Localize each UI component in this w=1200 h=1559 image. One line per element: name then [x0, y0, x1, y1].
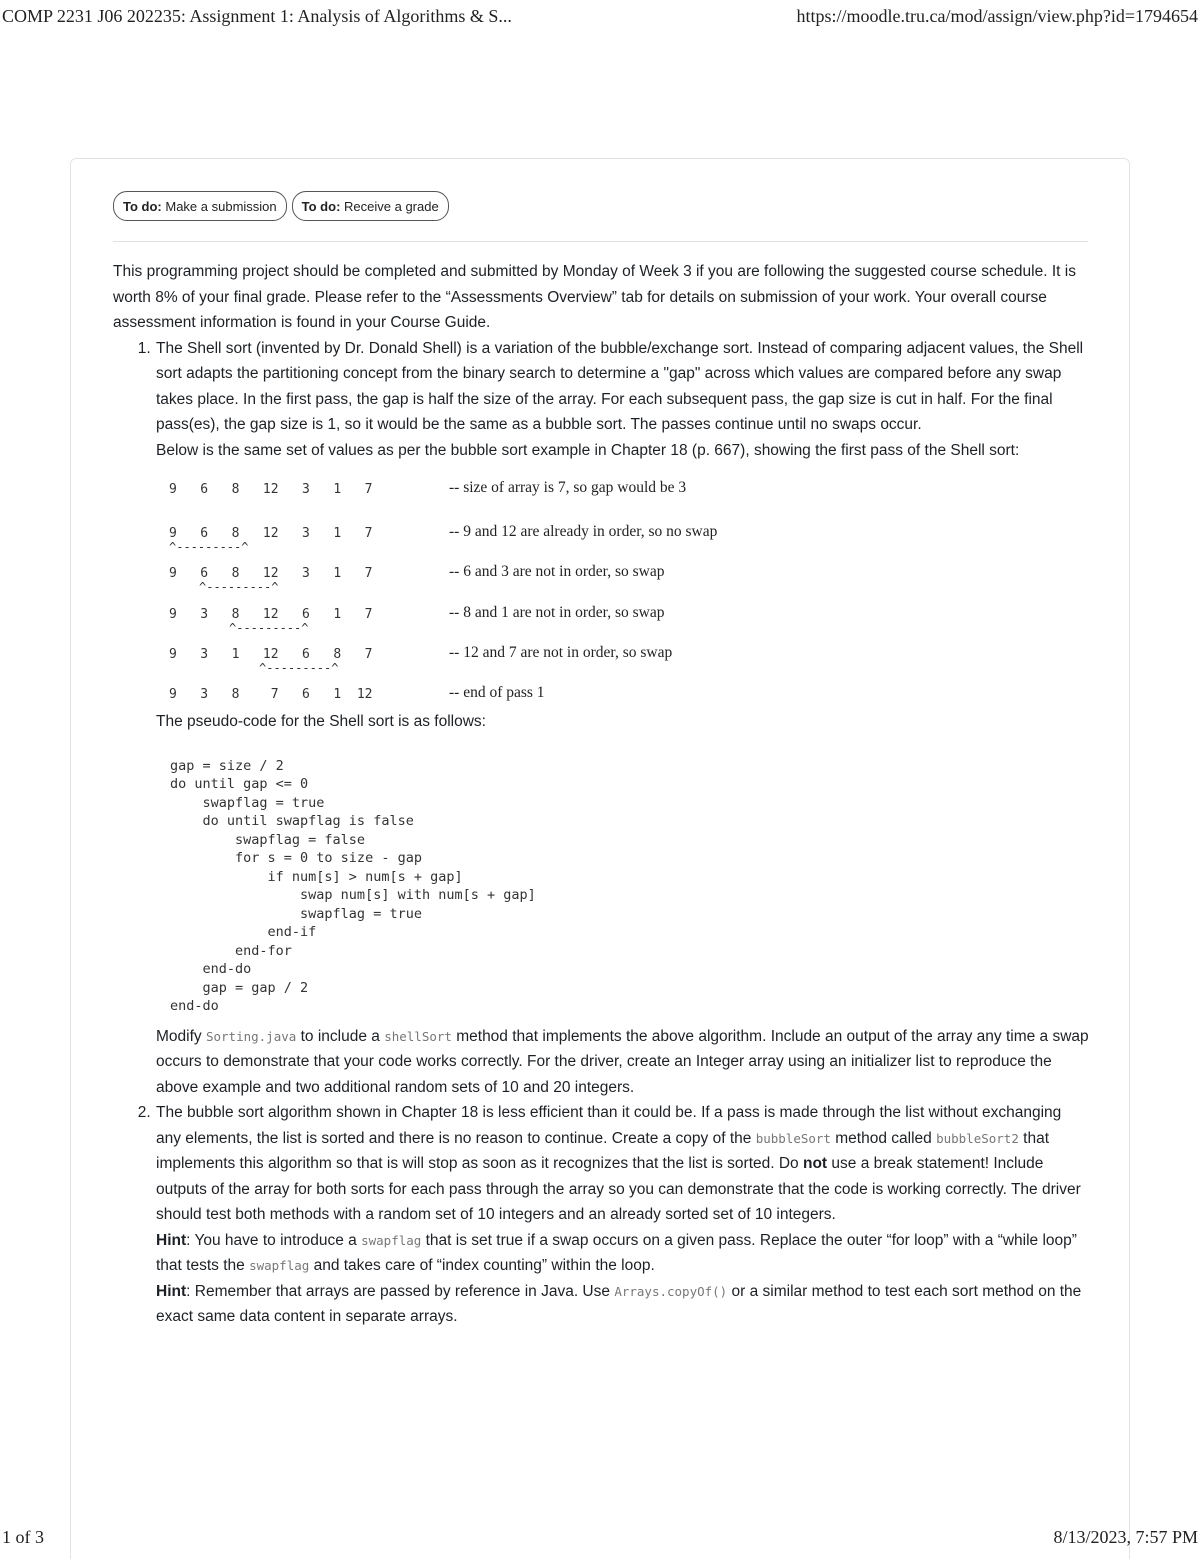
hint-arrays-copyof: Hint: Remember that arrays are passed by reference in Java. Use Arrays.copyOf() or a similar method to test each sort method on the exact same data content in separate arrays. [156, 1282, 1082, 1325]
trace-note: -- 8 and 1 are not in order, so swap [449, 604, 665, 621]
q1-example-intro: Below is the same set of values as per the bubble sort example in Chapter 18 (p. 667), showing the first pass of the Shell sort: [156, 441, 1020, 459]
todo-prefix: To do: [301, 199, 341, 214]
page-indicator: 1 of 3 [2, 1527, 44, 1547]
trace-note: -- 12 and 7 are not in order, so swap [449, 644, 673, 661]
code-arrays-copyof: Arrays.copyOf() [614, 1283, 728, 1299]
intro-paragraph: This programming project should be completed and submitted by Monday of Week 3 if you are following the suggested course schedule. It is worth 8% of your final grade. Please refer to the “Assessments Overview” tab for details on submission of your work. Your overall course assessment information is found in your Course Guide. [113, 263, 1076, 331]
trace-row [169, 682, 869, 722]
trace-values: 9 6 8 12 3 1 7 [169, 566, 373, 581]
print-header [0, 4, 1200, 34]
todo-badge-submission [113, 191, 287, 221]
question-2 [155, 1100, 1089, 1330]
code-bubblesort: bubbleSort [755, 1130, 831, 1146]
code-swapflag: swapflag [361, 1232, 422, 1248]
trace-values: 9 3 1 12 6 8 7 [169, 647, 373, 662]
print-footer [0, 1527, 1200, 1551]
pseudocode-block: gap = size / 2 do until gap <= 0 swapflag = true do until swapflag is false swapflag = false for s = 0 to size - gap if num[s] > num[s + gap] swap num[s] with num[s + gap] swapflag = true end-if end-for end-do gap = gap / 2 end-do [170, 757, 536, 1014]
code-swapflag: swapflag [249, 1258, 310, 1273]
hint-swapflag: Hint: You have to introduce a swapflag that is set true if a swap occurs on a given pass. Replace the outer “for loop” with a “while loop” that tests the swapflag and takes care of “index counting” within the loop. [156, 1231, 1077, 1274]
trace-values: 9 3 8 7 6 1 12 [169, 687, 373, 702]
completion-status [113, 191, 449, 221]
q1-task: Modify Sorting.java to include a shellSort method that implements the above algorithm. Include an output of the array any time a swap occurs to demonstrate that your code works correctly. For the driver, create an Integer array using an initializer list to reproduce the above example and two additional random sets of 10 and 20 integers. [156, 1027, 1089, 1096]
trace-note: -- end of pass 1 [449, 684, 545, 701]
trace-note: -- 9 and 12 are already in order, so no swap [449, 523, 718, 540]
trace-row [169, 521, 869, 561]
todo-prefix: To do: [123, 199, 162, 214]
assignment-card [70, 158, 1130, 1559]
todo-label: Make a submission [165, 199, 277, 214]
trace-note: -- size of array is 7, so gap would be 3 [449, 479, 687, 496]
q2-paragraph: 2. The bubble sort algorithm shown in Chapter 18 is less efficient than it could be. If a pass is made through the list without exchanging any elements, the list is sorted and there is no reason to continue. Create a copy of the bubbleSort method called bubbleSort2 that implements this algorithm so that is will stop as soon as it recognizes that the list is sorted. Do not use a break statement! Include outputs of the array for both sorts for each pass through the array so you can demonstrate that the code is working correctly. The driver should test both methods with a random set of 10 integers and an already sorted set of 10 integers. [156, 1104, 1081, 1223]
trace-values: 9 6 8 12 3 1 7 [169, 526, 373, 541]
emphasis-not: not [802, 1155, 828, 1172]
trace-values: 9 6 8 12 3 1 7 [169, 482, 373, 497]
trace-row [169, 642, 869, 682]
assignment-description [113, 259, 1089, 1330]
trace-caret: ^---------^ [169, 540, 249, 554]
code-bubblesort2: bubbleSort2 [936, 1130, 1019, 1146]
trace-caret: ^---------^ [229, 621, 309, 635]
page-title: COMP 2231 J06 202235: Assignment 1: Analysis of Algorithms & S... [2, 6, 512, 26]
trace-row [169, 477, 869, 517]
q1-paragraph: 1. The Shell sort (invented by Dr. Donald Shell) is a variation of the bubble/exchange sort. Instead of comparing adjacent values, the Shell sort adapts the partitioning concept from the binary search to determine a "gap" across which values are compared before any swap takes place. In the first pass, the gap is half the size of the array. For each subsequent pass, the gap size is cut in half. For the final pass(es), the gap size is 1, so it would be the same as a bubble sort. The passes continue until no swaps occur. [156, 339, 1084, 433]
print-datetime: 8/13/2023, 7:57 PM [1053, 1527, 1198, 1547]
question-list [113, 336, 1089, 1330]
page-url[interactable]: https://moodle.tru.ca/mod/assign/view.php?id=1794654 [796, 6, 1198, 26]
trace-caret: ^---------^ [259, 661, 339, 675]
divider [113, 241, 1088, 242]
trace-values: 9 3 8 12 6 1 7 [169, 607, 373, 622]
trace-row [169, 602, 869, 642]
trace-caret: ^---------^ [199, 580, 279, 594]
todo-badge-grade [292, 191, 449, 221]
todo-label: Receive a grade [344, 199, 439, 214]
pseudocode-intro: The pseudo-code for the Shell sort is as follows: [156, 713, 486, 730]
trace-row [169, 561, 869, 601]
code-shellsort: shellSort [384, 1028, 452, 1044]
code-sorting-java: Sorting.java [205, 1028, 297, 1044]
shell-sort-trace [169, 477, 1089, 709]
hint-label: Hint [156, 1282, 187, 1300]
question-1 [155, 336, 1089, 1101]
trace-note: -- 6 and 3 are not in order, so swap [449, 563, 665, 580]
hint-label: Hint [156, 1231, 187, 1249]
